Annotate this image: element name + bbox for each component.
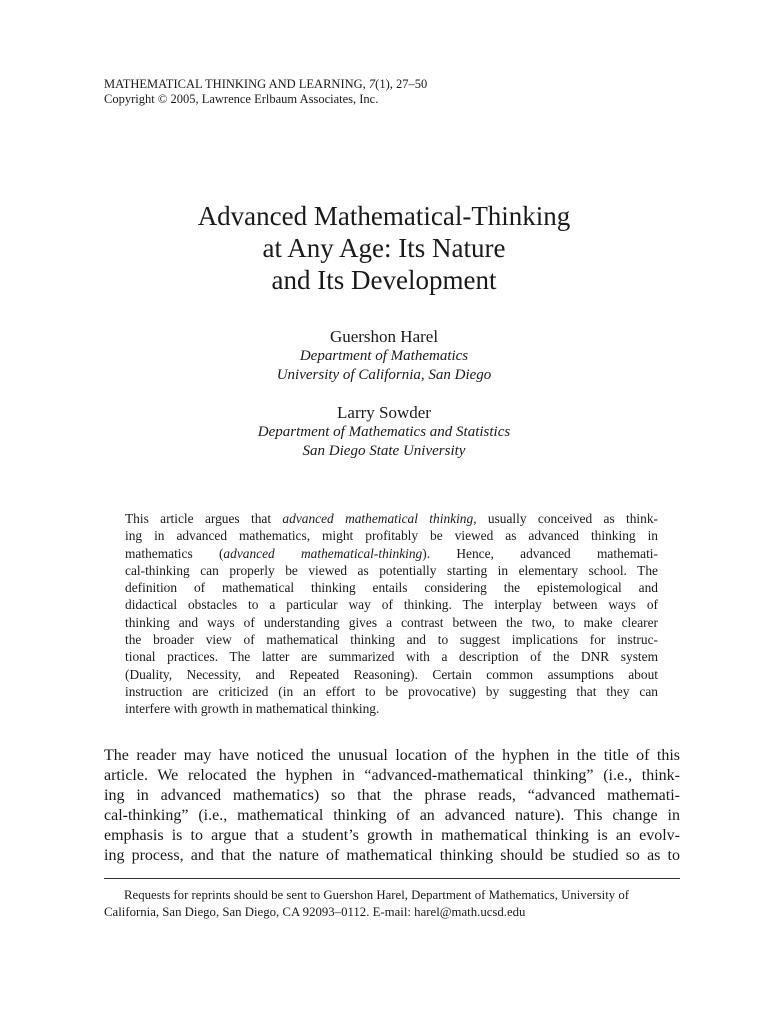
author-name: Guershon Harel [329, 327, 439, 346]
body-line: ing in advanced mathematics) so that the phrase reads, “advanced mathemati- [104, 787, 680, 804]
body-paragraph [104, 746, 680, 866]
abstract-line: instruction are criticized (in an effort to be provocative) by suggesting that they can [125, 683, 658, 699]
footnote [104, 887, 680, 921]
abstract-line: ing in advanced mathematics, might profitably be viewed as advanced thinking in [125, 528, 658, 544]
abstract-text: ). Hence, advanced mathemati- [422, 545, 658, 561]
author-block [0, 402, 768, 461]
journal-name: MATHEMATICAL THINKING AND LEARNING, [104, 77, 369, 91]
footnote-line: California, San Diego, San Diego, CA 92093–0112. E-mail: harel@math.ucsd.edu [104, 905, 526, 919]
author-department: Department of Mathematics [299, 348, 469, 364]
abstract-line: thinking and ways of understanding gives a contrast between the two, to make clearer [125, 614, 658, 630]
abstract-line: the broader view of mathematical thinking and to suggest implications for instruc- [125, 632, 658, 648]
journal-citation [104, 77, 427, 92]
abstract-text: mathematics ( [125, 545, 224, 561]
abstract-line: cal-thinking can properly be viewed as potentially starting in elementary school. The [125, 562, 658, 578]
abstract-line: tional practices. The latter are summarized with a description of the DNR system [125, 649, 658, 665]
abstract-emphasis: advanced mathematical-thinking [223, 545, 423, 561]
abstract-line: (Duality, Necessity, and Repeated Reasoning). Certain common assumptions about [125, 666, 658, 682]
author-institution: San Diego State University [302, 443, 466, 459]
journal-volume: 7 [368, 77, 376, 91]
journal-issue-pages: (1), 27–50 [375, 77, 428, 91]
abstract-line: definition of mathematical thinking entails considering the epistemological and [125, 580, 658, 596]
author-name: Larry Sowder [337, 403, 431, 422]
footnote-divider [104, 878, 680, 879]
abstract-text: , usually conceived as think- [473, 511, 658, 526]
abstract-text: This article argues that [125, 511, 283, 526]
body-line: ing process, and that the nature of mathematical thinking should be studied so as to [104, 847, 680, 864]
abstract-emphasis: advanced mathematical thinking [282, 511, 474, 526]
body-line: emphasis is to argue that a student’s growth in mathematical thinking is an evolv- [104, 827, 680, 844]
title-line: and Its Development [271, 265, 497, 295]
title-line: Advanced Mathematical-Thinking [197, 201, 571, 231]
abstract-line: interfere with growth in mathematical thinking. [125, 701, 380, 717]
body-line: The reader may have noticed the unusual location of the hyphen in the title of this [104, 747, 680, 764]
author-institution: University of California, San Diego [276, 367, 492, 383]
abstract-line [125, 510, 658, 527]
journal-header [104, 77, 427, 107]
body-line: article. We relocated the hyphen in “advanced-mathematical thinking” (i.e., think- [104, 767, 680, 784]
body-line: cal-thinking” (i.e., mathematical thinking of an advanced nature). This change in [104, 807, 680, 824]
footnote-line: Requests for reprints should be sent to Guershon Harel, Department of Mathematics, University of [124, 888, 630, 902]
copyright-line: Copyright © 2005, Lawrence Erlbaum Associates, Inc. [104, 92, 379, 106]
abstract [125, 510, 658, 718]
article-title [0, 200, 768, 296]
abstract-line [125, 545, 658, 562]
abstract-line: didactical obstacles to a particular way of thinking. The interplay between ways of [125, 597, 658, 613]
title-block [0, 200, 768, 296]
title-line: at Any Age: Its Nature [262, 233, 506, 263]
author-block [0, 326, 768, 385]
author-department: Department of Mathematics and Statistics [257, 424, 511, 440]
